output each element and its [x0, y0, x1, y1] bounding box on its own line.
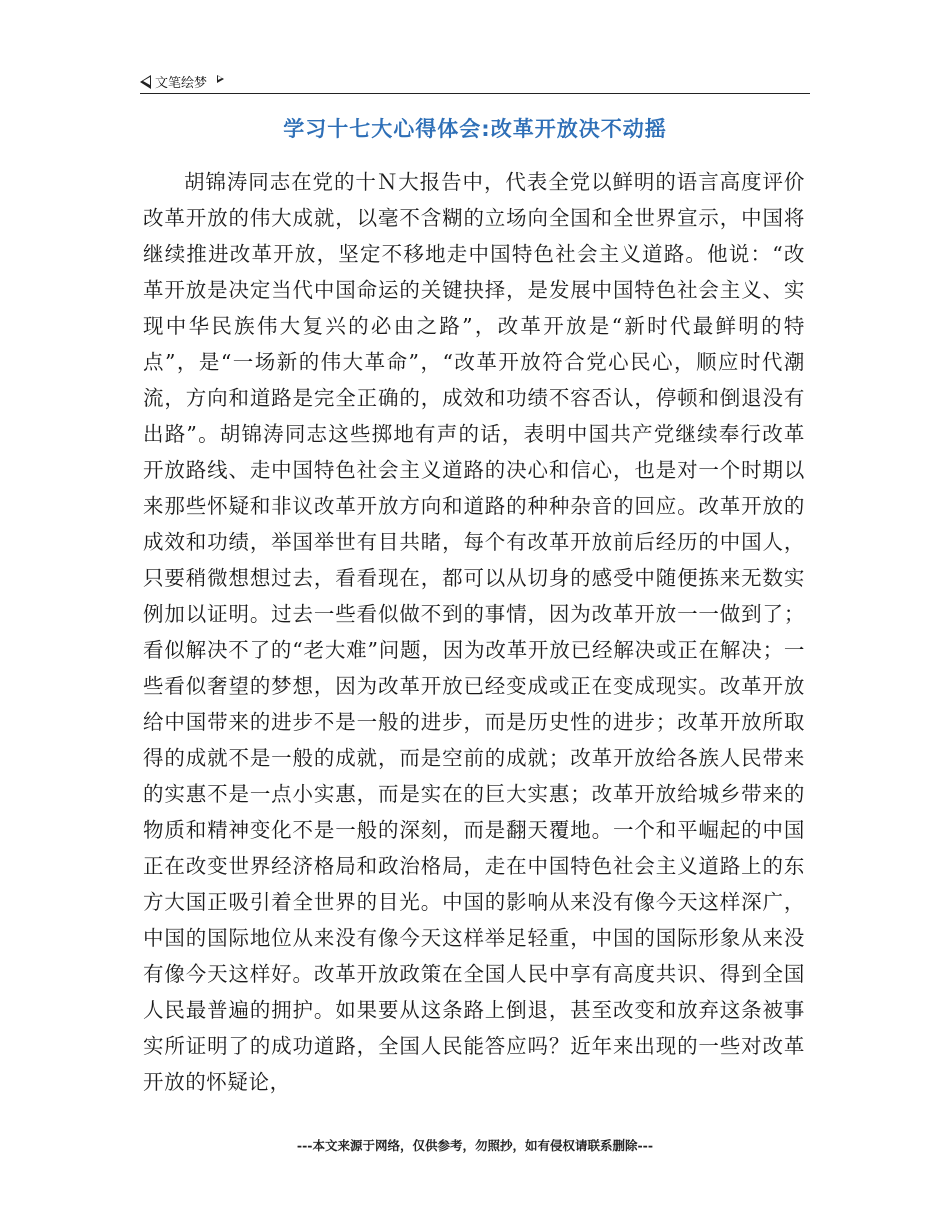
triangle-left-icon [140, 75, 151, 89]
body-paragraph: 胡锦涛同志在党的十Ｎ大报告中，代表全党以鲜明的语言高度评价改革开放的伟大成就，以毫不含糊的立场向全国和全世界宣示，中国将继续推进改革开放，坚定不移地走中国特色社会主义道路。他说：“改革开放是决定当代中国命运的关键抉择，是发展中国特色社会主义、实现中华民族伟大复兴的必由之路”，改革开放是“新时代最鲜明的特点”，是“一场新的伟大革命”，“改革开放符合党心民心，顺应时代潮流，方向和道路是完全正确的，成效和功绩不容否认，停顿和倒退没有出路”。胡锦涛同志这些掷地有声的话，表明中国共产党继续奉行改革开放路线、走中国特色社会主义道路的决心和信心，也是对一个时期以来那些怀疑和非议改革开放方向和道路的种种杂音的回应。改革开放的成效和功绩，举国举世有目共睹，每个有改革开放前后经历的中国人，只要稍微想想过去，看看现在，都可以从切身的感受中随便拣来无数实例加以证明。过去一些看似做不到的事情，因为改革开放一一做到了；看似解决不了的“老大难”问题，因为改革开放已经解决或正在解决；一些看似奢望的梦想，因为改革开放已经变成或正在变成现实。改革开放给中国带来的进步不是一般的进步，而是历史性的进步；改革开放所取得的成就不是一般的成就，而是空前的成就；改革开放给各族人民带来的实惠不是一点小实惠，而是实在的巨大实惠；改革开放给城乡带来的物质和精神变化不是一般的深刻，而是翻天覆地。一个和平崛起的中国正在改变世界经济格局和政治格局，走在中国特色社会主义道路上的东方大国正吸引着全世界的目光。中国的影响从来没有像今天这样深广，中国的国际地位从来没有像今天这样举足轻重，中国的国际形象从来没有像今天这样好。改革开放政策在全国人民中享有高度共识、得到全国人民最普遍的拥护。如果要从这条路上倒退，甚至改变和放弃这条被事实所证明了的成功道路，全国人民能答应吗？近年来出现的一些对改革开放的怀疑论， [143, 170, 805, 1094]
page-header [140, 70, 810, 94]
triangle-right-icon [217, 75, 224, 83]
brand-label: 文笔绘梦 [155, 76, 208, 91]
document-title: 学习十七大心得体会:改革开放决不动摇 [283, 117, 667, 141]
footer-notice: ---本文来源于网络，仅供参考，勿照抄，如有侵权请联系删除--- [296, 1138, 654, 1153]
header-brand [140, 72, 224, 91]
